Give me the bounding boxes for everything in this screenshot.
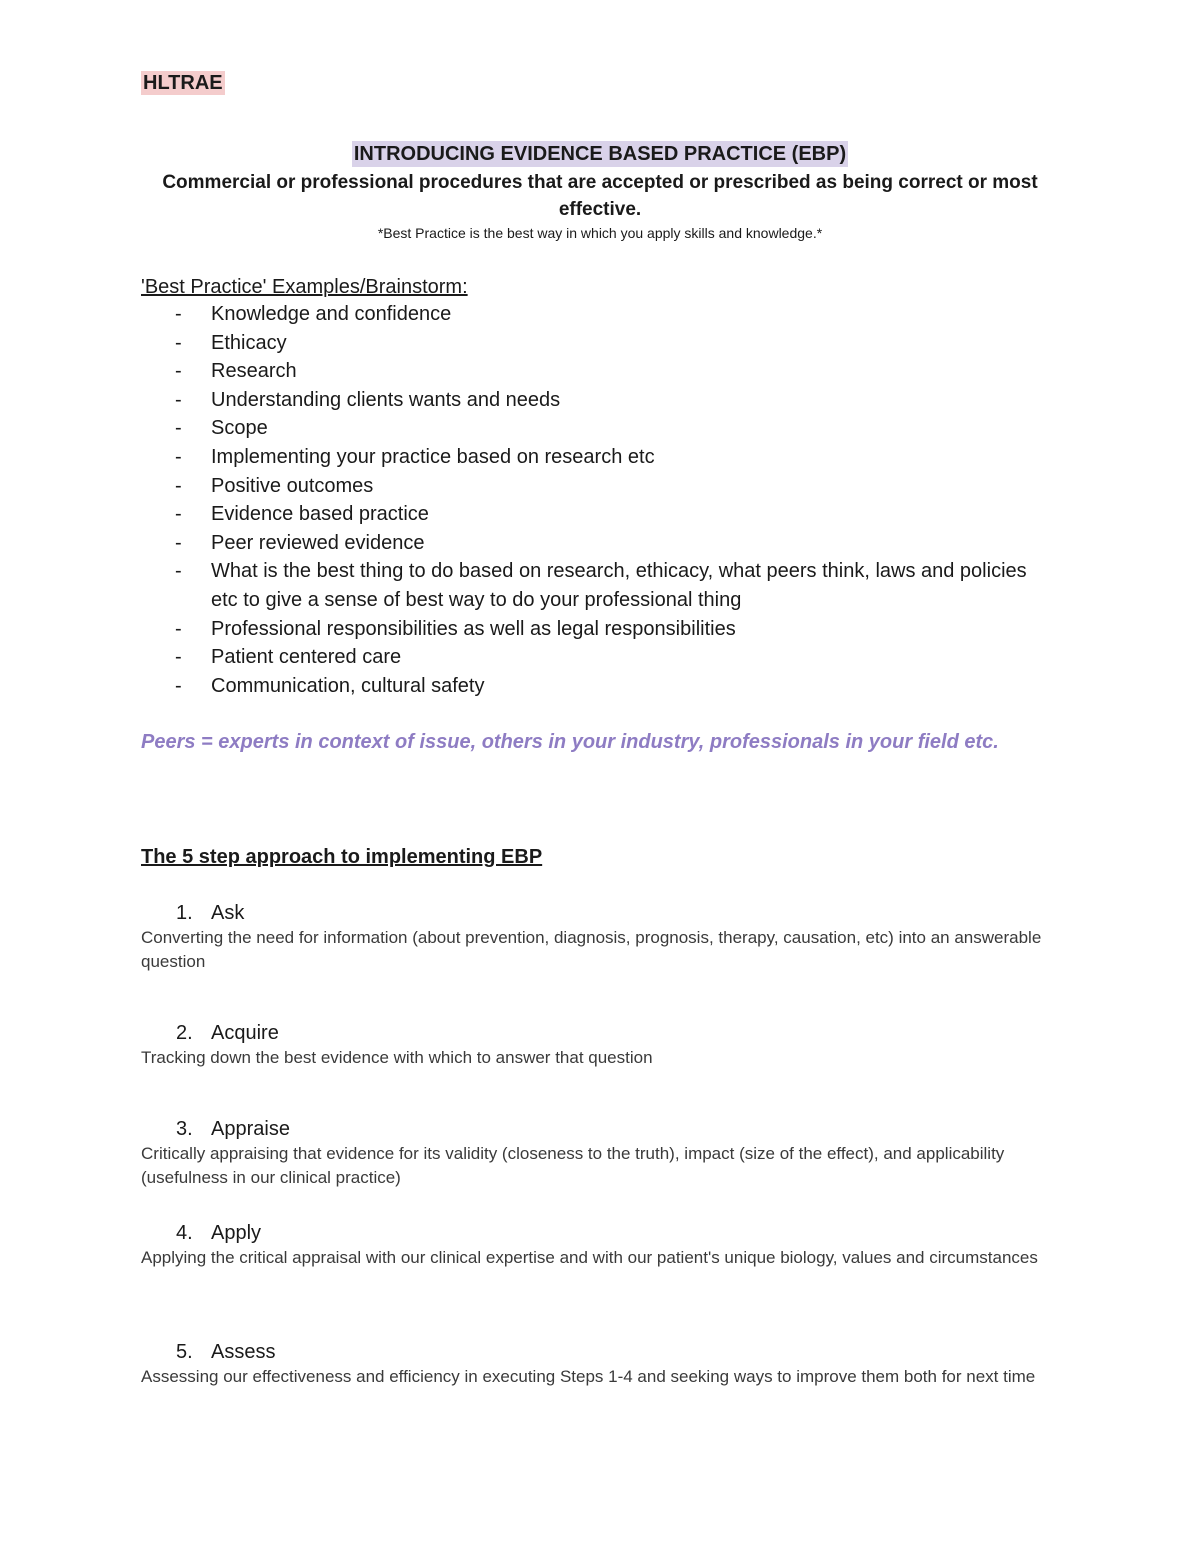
step-apply xyxy=(141,1220,1051,1270)
brainstorm-heading: 'Best Practice' Examples/Brainstorm: xyxy=(141,276,468,298)
list-item: - Evidence based practice xyxy=(175,503,429,526)
step-assess xyxy=(141,1339,1051,1389)
step-ask xyxy=(141,900,1051,973)
list-item: - Scope xyxy=(175,417,268,440)
peers-definition: Peers = experts in context of issue, others in your industry, professionals in your field etc. xyxy=(141,731,999,753)
list-item: - Patient centered care xyxy=(175,646,402,669)
list-item: - Research xyxy=(175,360,297,383)
step-description: Applying the critical appraisal with our clinical expertise and with our patient's unique biology, values and circumstances xyxy=(141,1248,1038,1267)
step-description: Assessing our effectiveness and efficiency in executing Steps 1-4 and seeking ways to improve them both for next time xyxy=(141,1367,1036,1386)
page-title: INTRODUCING EVIDENCE BASED PRACTICE (EBP) xyxy=(353,143,847,165)
course-code: HLTRAE xyxy=(143,72,223,94)
list-item: - Understanding clients wants and needs xyxy=(175,388,561,411)
best-practice-note: *Best Practice is the best way in which you apply skills and knowledge.* xyxy=(377,225,823,241)
definition-subtitle: Commercial or professional procedures that are accepted or prescribed as being correct or most effective. xyxy=(162,172,1038,220)
step-appraise xyxy=(141,1116,1051,1189)
list-item: - Peer reviewed evidence xyxy=(175,531,425,554)
list-item: - Communication, cultural safety xyxy=(175,674,485,697)
list-item: - Positive outcomes xyxy=(175,474,374,497)
list-item: - What is the best thing to do based on research, ethicacy, what peers think, laws and policies etc to give a sense of best way to do your professional thing xyxy=(175,560,1027,611)
list-item: - Knowledge and confidence xyxy=(175,303,452,325)
step-description: Converting the need for information (about prevention, diagnosis, prognosis, therapy, causation, etc) into an answerable question xyxy=(141,928,1042,971)
title-block xyxy=(141,141,1059,242)
step-title: 3. Appraise xyxy=(176,1118,290,1140)
step-description: Tracking down the best evidence with which to answer that question xyxy=(141,1048,653,1067)
step-description: Critically appraising that evidence for its validity (closeness to the truth), impact (size of the effect), and applicability (usefulness in our clinical practice) xyxy=(141,1144,1005,1187)
list-item: - Ethicacy xyxy=(175,331,287,354)
brainstorm-list xyxy=(141,300,1041,700)
steps-heading: The 5 step approach to implementing EBP xyxy=(141,846,543,868)
step-title: 4. Apply xyxy=(176,1222,262,1244)
step-title: 5. Assess xyxy=(176,1341,276,1363)
list-item: - Implementing your practice based on research etc xyxy=(175,445,655,468)
step-title: 2. Acquire xyxy=(176,1022,279,1044)
step-acquire xyxy=(141,1020,1051,1070)
step-title: 1. Ask xyxy=(176,902,245,924)
list-item: - Professional responsibilities as well as legal responsibilities xyxy=(175,617,736,640)
